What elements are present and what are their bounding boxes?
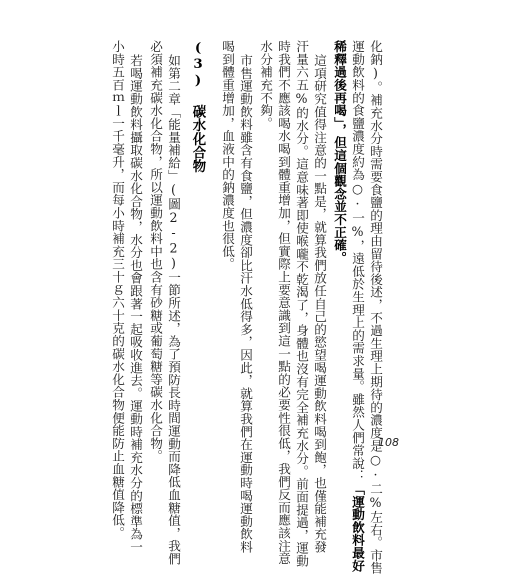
- text-column-5: [294, 40, 309, 567]
- column-text: 小時五百ｍｌ一千毫升，而每小時補充三十ｇ六十克的碳水化合物便能防止血糖值降低。: [110, 40, 125, 540]
- emphasis-text: 「運動飲料最好: [350, 482, 365, 573]
- text-column-6: [276, 40, 291, 565]
- text-column-11: [166, 54, 181, 565]
- column-text: 化鈉)。補充水分時需要食鹽的理由留待後述，不過生理上期待的濃度是○·二%左右。市售: [368, 40, 383, 574]
- text-column-4: [312, 54, 327, 553]
- column-text: 若喝運動飲料攝取碳水化合物，水分也會跟著一起吸收進去。運動時補充水分的標準為一: [128, 54, 143, 554]
- text-column-13: [128, 54, 143, 553]
- text-column-2: [350, 40, 365, 572]
- column-text: 運動飲料的食鹽濃度約為○·一%，遠低於生理上的需求量。雖然人們常說：: [350, 40, 365, 483]
- text-column-3: [332, 40, 347, 264]
- column-text: 時我們不應該喝水喝到體重增加，但實際上要意識到這一點的必要性很低，我們反而應該注意: [276, 40, 291, 565]
- column-text: 水分補充不夠。: [258, 40, 273, 130]
- text-column-12: [148, 40, 163, 462]
- column-text: 如第二章「能量補給」(圖2-2)一節所述，為了預防長時間運動而降低血糖值，我們: [166, 54, 181, 566]
- column-text: 喝到體重增加，血液中的鈉濃度也很低。: [220, 40, 235, 271]
- page-number: 108: [378, 436, 399, 449]
- text-column-7: [258, 40, 273, 130]
- section-heading: [190, 40, 205, 173]
- column-text: 市售運動飲料雖含有食鹽，但濃度卻比汗水低得多，因此，就算我們在運動時喝運動飲料: [238, 54, 253, 554]
- text-column-14: [110, 40, 125, 539]
- heading-text: (3) 碳水化合物: [190, 40, 206, 173]
- column-text: 這項研究值得注意的一點是，就算我們放任自己的慾望喝運動飲料喝到飽，也僅能補充發: [312, 54, 327, 554]
- text-column-8: [238, 54, 253, 553]
- column-text: 必須補充碳水化合物，所以運動飲料中也含有砂糖或葡萄糖等碳水化合物。: [148, 40, 163, 463]
- emphasis-text: 稀釋過後再喝」，但這個觀念並不正確。: [332, 40, 347, 265]
- text-column-1: [368, 40, 383, 574]
- text-column-9: [220, 40, 235, 270]
- column-text: 汗量六五%的水分。這意味著即使喉嚨不乾渴了，身體也沒有完全補充水分。前面提過，運動: [294, 40, 309, 568]
